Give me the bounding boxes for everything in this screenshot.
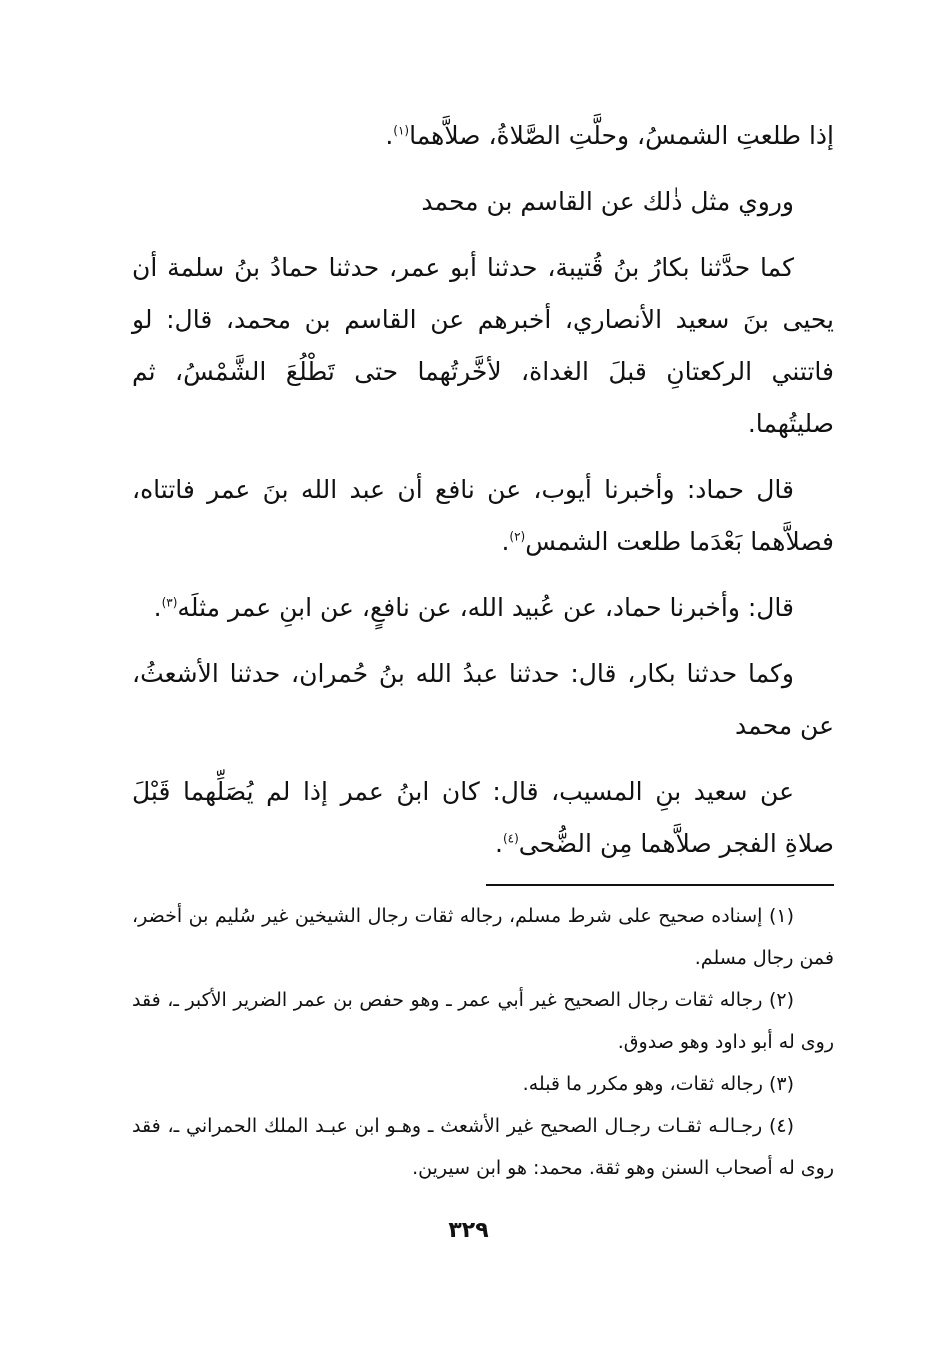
paragraph-6: وكما حدثنا بكار، قال: حدثنا عبدُ الله بنُ حُمران، حدثنا الأشعثُ، عن محمد bbox=[132, 659, 834, 740]
footnotes bbox=[132, 895, 834, 1189]
footnote-ref-1: (١) bbox=[393, 123, 410, 138]
paragraph-2: وروي مثل ذٰلك عن القاسم بن محمد bbox=[421, 187, 794, 216]
paragraph-5: قال: وأخبرنا حماد، عن عُبيد الله، عن نافعٍ، عن ابنِ عمر مثلَه$^{(٣)}$. bbox=[153, 593, 794, 622]
footnote-4: (٤) رجـالـه ثقـات رجـال الصحيح غير الأشعث ـ وهـو ابن عبـد الملك الحمراني ـ، فقد روى له أصحاب السنن وهو ثقة. محمد: هو ابن سيرين. bbox=[132, 1115, 834, 1179]
footnote-1: (١) إسناده صحيح على شرط مسلم، رجاله ثقات رجال الشيخين غير سُليم بن أخضر، فمن رجال مسلم. bbox=[132, 905, 834, 969]
paragraph-7: عن سعيد بنِ المسيب، قال: كان ابنُ عمر إذا لم يُصَلِّهما قَبْلَ صلاةِ الفجر صلاَّهما مِن الضُّحى$^{(٤)}$. bbox=[132, 777, 834, 858]
footnote-ref-4: (٤) bbox=[502, 831, 519, 846]
footnote-ref-3: (٣) bbox=[161, 595, 178, 610]
paragraph-1: إذا طلعتِ الشمسُ، وحلَّتِ الصَّلاةُ، صلاَّهما$^{(١)}$. bbox=[385, 121, 834, 150]
footnote-ref-2: (٢) bbox=[509, 529, 526, 544]
footnote-3: (٣) رجاله ثقات، وهو مكرر ما قبله. bbox=[522, 1073, 794, 1095]
paragraph-4: قال حماد: وأخبرنا أيوب، عن نافع أن عبد الله بنَ عمر فاتتاه، فصلاَّهما بَعْدَما طلعت الشمس$^{(٢)}$. bbox=[132, 475, 834, 556]
footnote-separator bbox=[486, 884, 834, 886]
page-number: ٣٢٩ bbox=[448, 1218, 489, 1243]
main-text bbox=[132, 110, 834, 884]
footnote-2: (٢) رجاله ثقات رجال الصحيح غير أبي عمر ـ وهو حفص بن عمر الضرير الأكبر ـ، فقد روى له أبو داود وهو صدوق. bbox=[132, 989, 834, 1053]
paragraph-3: كما حدَّثنا بكارُ بنُ قُتيبة، حدثنا أبو عمر، حدثنا حمادُ بنُ سلمة أن يحيى بنَ سعيد الأنصاري، أخبرهم عن القاسم بن محمد، قال: لو فاتتني الركعتانِ قبلَ الغداة، لأخَّرتُهما حتى تَطْلُعَ الشَّمْسُ، ثم صليتُهما. bbox=[132, 253, 834, 438]
